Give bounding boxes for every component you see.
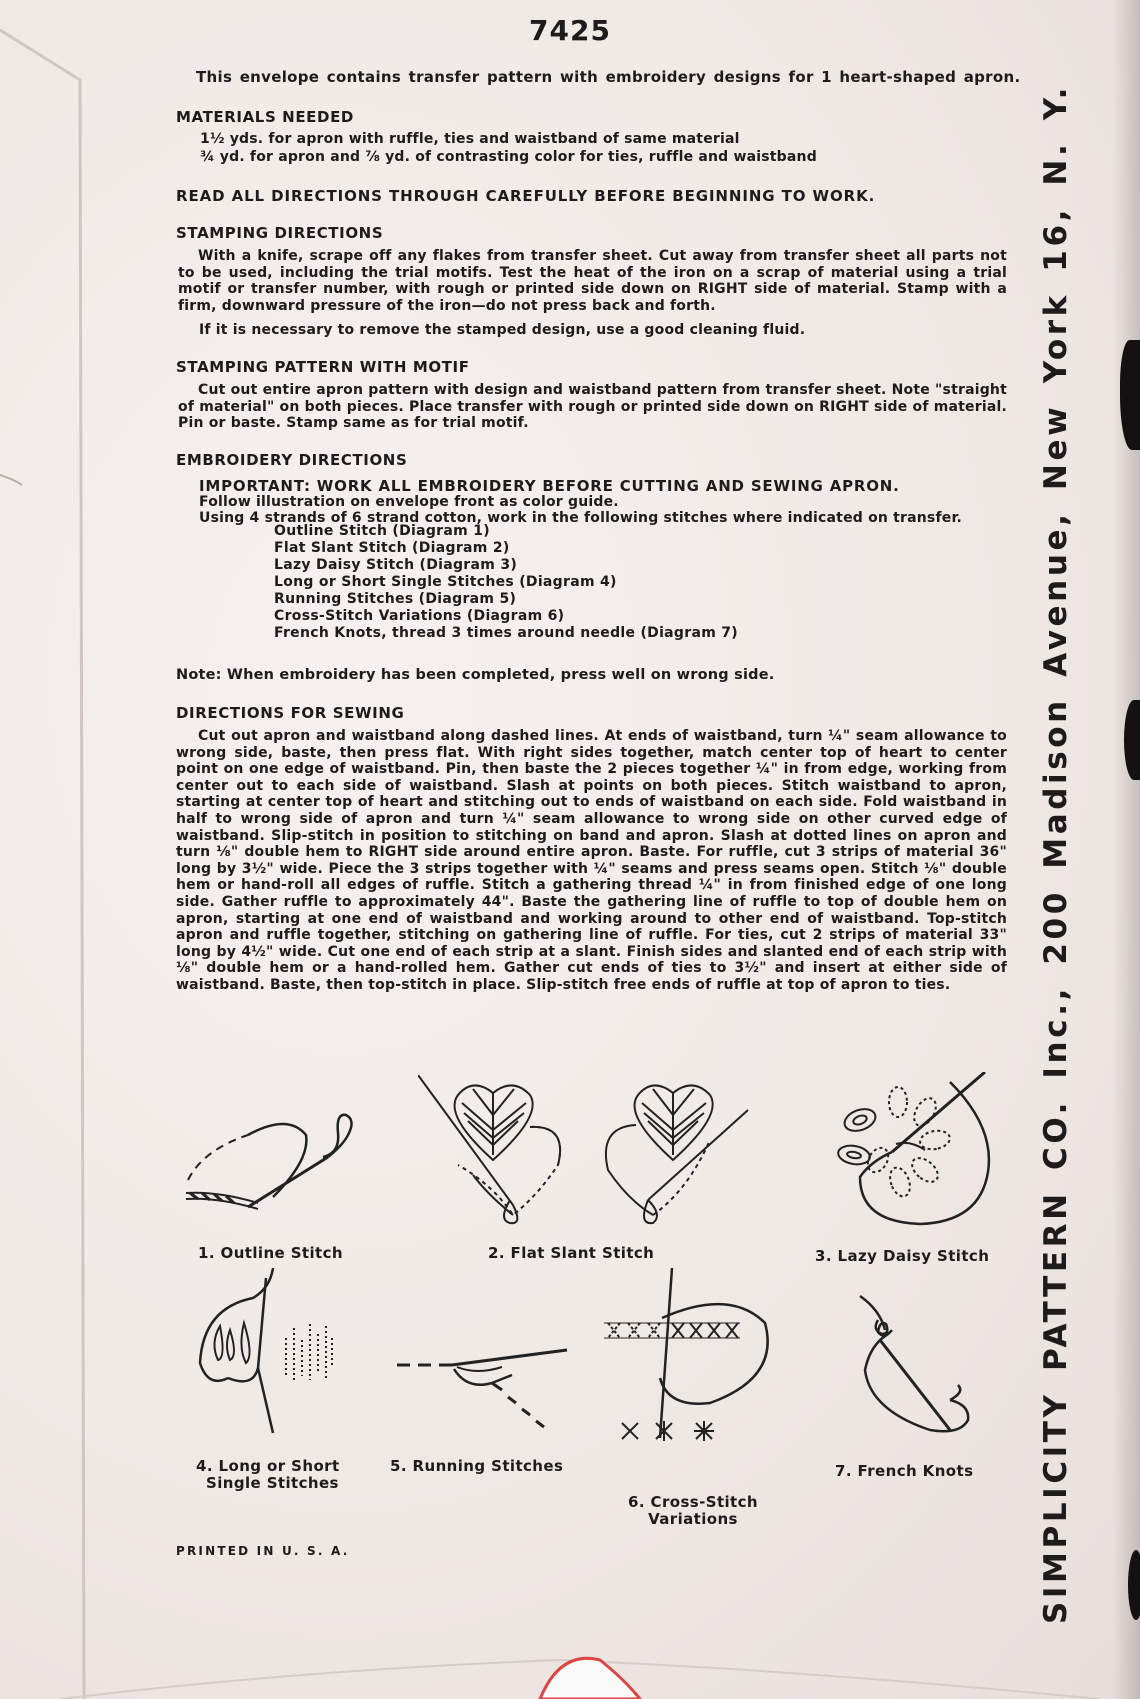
materials-line-1: 1½ yds. for apron with ruffle, ties and waistband of same material	[200, 131, 740, 147]
stitch-item: Outline Stitch (Diagram 1)	[274, 523, 490, 539]
publisher-imprint: SIMPLICITY PATTERN CO. Inc., 200 Madison Avenue, New York 16, N. Y.	[1038, 83, 1074, 1624]
single-stitches-diagram	[198, 1268, 348, 1443]
caption-single-stitches-line-2: Single Stitches	[206, 1474, 339, 1492]
printed-in-usa: PRINTED IN U. S. A.	[176, 1544, 350, 1558]
intro-text: This envelope contains transfer pattern with embroidery designs for 1 heart-shaped apron.	[196, 68, 1021, 86]
embroidery-important: IMPORTANT: WORK ALL EMBROIDERY BEFORE CUTTING AND SEWING APRON.	[199, 477, 900, 495]
stitch-list	[274, 523, 738, 642]
stitch-item: Lazy Daisy Stitch (Diagram 3)	[274, 557, 518, 573]
running-stitches-diagram	[392, 1345, 572, 1440]
stitch-item: Flat Slant Stitch (Diagram 2)	[274, 540, 510, 556]
stitch-item: French Knots, thread 3 times around needle (Diagram 7)	[274, 625, 739, 641]
stamping-body: With a knife, scrape off any flakes from transfer sheet. Cut away from transfer sheet all parts not to be used, including the trial motifs. Test the heat of the iron on a scrap of material using a trial motif or transfer number, with rough or printed side down on RIGHT side of material. Stamp with a firm, downward pressure of the iron—do not press back and forth.	[178, 248, 1007, 314]
stitch-item: Long or Short Single Stitches (Diagram 4)	[274, 574, 617, 590]
caption-outline-stitch: 1. Outline Stitch	[198, 1244, 343, 1262]
caption-running-stitches: 5. Running Stitches	[390, 1457, 564, 1475]
french-knots-diagram	[850, 1290, 980, 1450]
caption-cross-stitch	[598, 1494, 788, 1528]
pattern-number: 7425	[529, 14, 611, 47]
motif-body: Cut out entire apron pattern with design and waistband pattern from transfer sheet. Note "straight of material" on both pieces. Place transfer with rough or printed side down on RIGHT side of material. Pin or baste. Stamp same as for trial motif.	[178, 382, 1007, 431]
outline-stitch-diagram	[178, 1105, 368, 1220]
caption-cross-stitch-line-2: Variations	[648, 1510, 738, 1528]
caption-flat-slant-stitch: 2. Flat Slant Stitch	[488, 1244, 655, 1262]
embroidery-follow: Follow illustration on envelope front as color guide.	[199, 494, 619, 510]
ink-blot	[1120, 340, 1140, 450]
sewing-heading: DIRECTIONS FOR SEWING	[176, 704, 405, 722]
stamping-heading: STAMPING DIRECTIONS	[176, 224, 384, 242]
ink-blot	[1124, 700, 1140, 780]
caption-cross-stitch-line-1: 6. Cross-Stitch	[627, 1493, 758, 1511]
sewing-body: Cut out apron and waistband along dashed lines. At ends of waistband, turn ¼" seam allowance to wrong side, baste, then press flat. With right sides together, match center top of heart to center point on one edge of waistband. Pin, then baste the 2 pieces together ¼" in from edge, working from center out to each side of waistband. Slash at points on both pieces. Stitch waistband to apron, starting at center top of heart and stitching out to ends of waistband on each side. Fold waistband in half to wrong side of apron and turn ¼" seam allowance to wrong side on other curved edge of waistband. Slip-stitch in position to stitching on band and apron. Slash at dotted lines on apron and turn ⅛" double hem to RIGHT side around entire apron. Baste. For ruffle, cut 3 strips of material 36" long by 3½" wide. Piece the 3 strips together with ¼" seams and press seams open. Stitch ⅛" double hem or hand-roll all edges of ruffle. Stitch a gathering thread ¼" in from finished edge of one long side. Gather ruffle to approximately 44". Baste the gathering line of ruffle to top of double hem on apron, starting at one end of waistband and working around to other end of waistband. Top-stitch apron and ruffle together, stitching on gathering line of ruffle. For ties, cut 2 strips of material 33" long by 4½" wide. Cut one end of each strip at a slant. Finish sides and slanted end of each strip with ⅛" double hem or a hand-rolled hem. Gather cut ends of ties to 3½" and insert at either side of waistband. Baste, then top-stitch in place. Slip-stitch free ends of ruffle at top of apron to ties.	[176, 728, 1007, 993]
materials-heading: MATERIALS NEEDED	[176, 108, 354, 126]
envelope-edge-shadow	[1112, 0, 1140, 1699]
motif-heading: STAMPING PATTERN WITH MOTIF	[176, 358, 470, 376]
caption-lazy-daisy-stitch: 3. Lazy Daisy Stitch	[815, 1247, 990, 1265]
embroidery-using: Using 4 strands of 6 strand cotton, work in the following stitches where indicated on transfer.	[199, 510, 963, 526]
ink-blot	[1128, 1550, 1140, 1620]
caption-french-knots: 7. French Knots	[835, 1462, 974, 1480]
stitch-item: Cross-Stitch Variations (Diagram 6)	[274, 608, 565, 624]
caption-single-stitches	[196, 1458, 356, 1492]
cross-stitch-diagram	[590, 1268, 780, 1453]
read-all-notice: READ ALL DIRECTIONS THROUGH CAREFULLY BEFORE BEGINNING TO WORK.	[176, 187, 876, 205]
materials-line-2: ¾ yd. for apron and ⅞ yd. of contrasting color for ties, ruffle and waistband	[200, 149, 817, 165]
flat-slant-stitch-diagram	[418, 1075, 778, 1230]
embroidery-heading: EMBROIDERY DIRECTIONS	[176, 451, 408, 469]
stitch-item: Running Stitches (Diagram 5)	[274, 591, 517, 607]
lazy-daisy-stitch-diagram	[830, 1072, 1000, 1232]
press-note: Note: When embroidery has been completed, press well on wrong side.	[176, 667, 775, 683]
caption-single-stitches-line-1: 4. Long or Short	[196, 1457, 340, 1475]
stamping-note: If it is necessary to remove the stamped design, use a good cleaning fluid.	[199, 322, 806, 338]
